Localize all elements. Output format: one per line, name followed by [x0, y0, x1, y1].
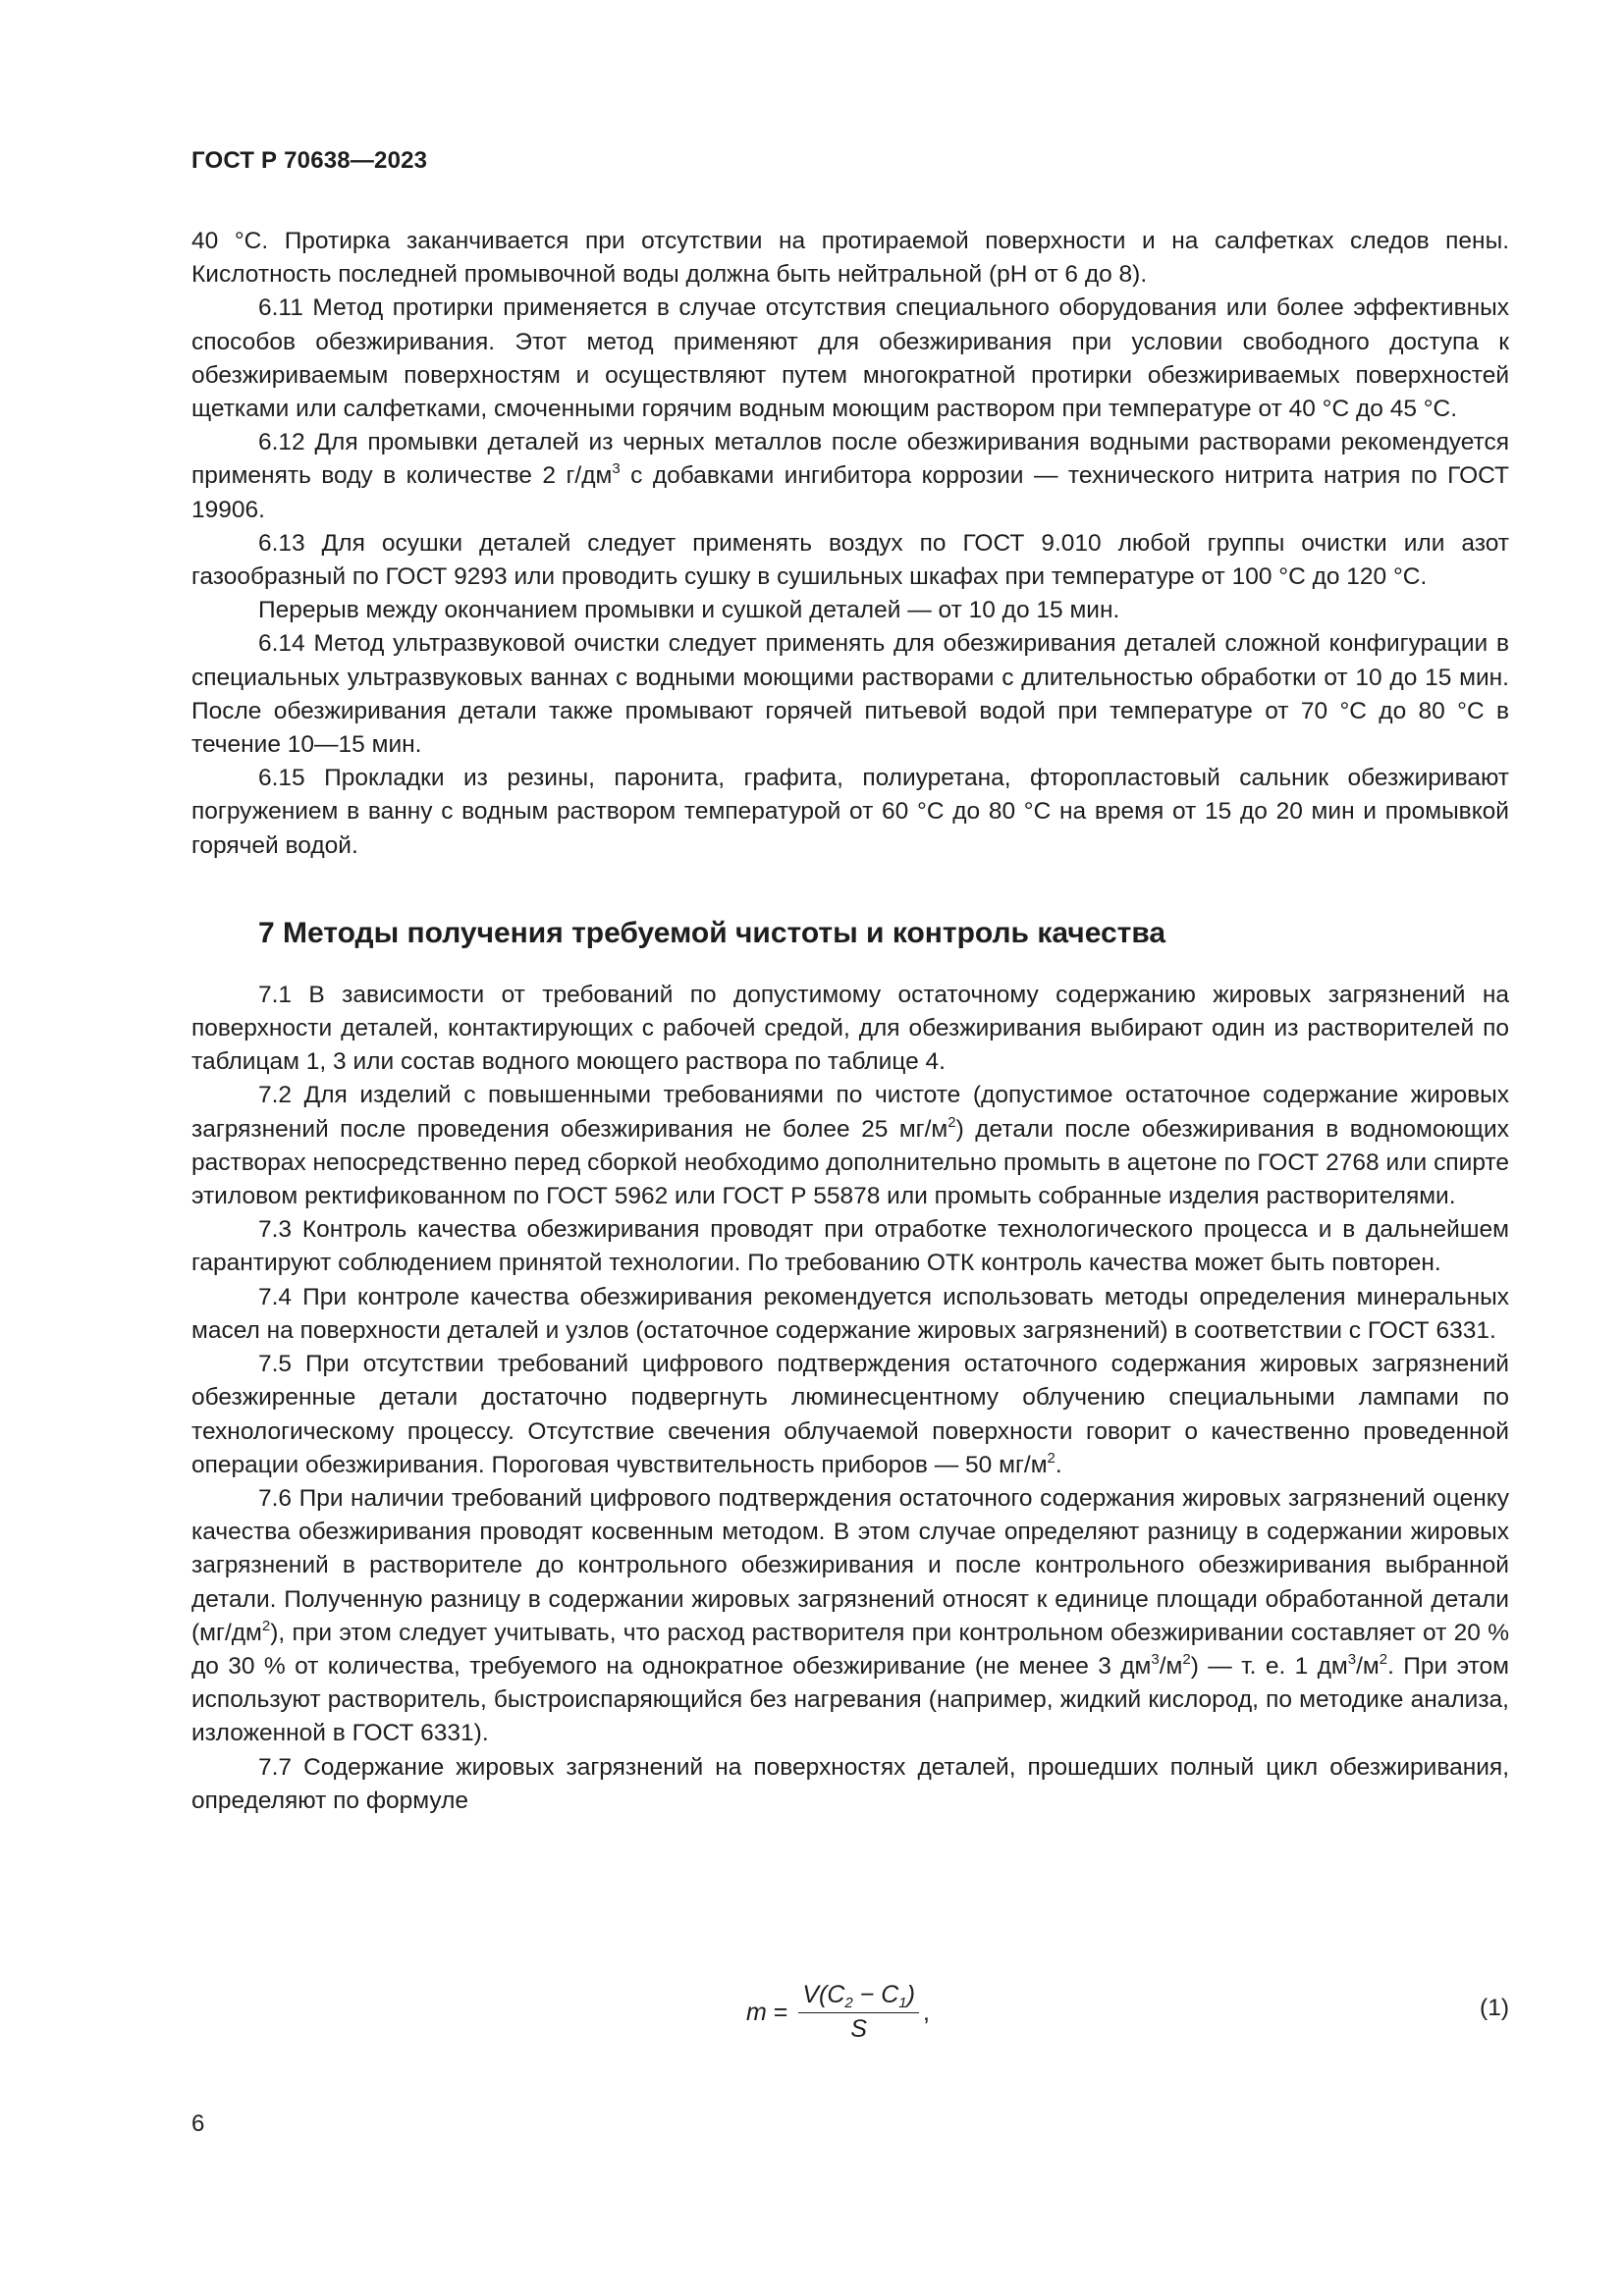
formula-trailing-comma: ,: [922, 1998, 930, 2026]
paragraph-7-7: 7.7 Содержание жировых загрязнений на поверхностях деталей, прошедших полный цикл обезжиривания, определяют по формуле: [191, 1753, 1509, 1814]
paragraph-7-5: [191, 1348, 1509, 1482]
paragraph-7-6-text-f: . При этом используют растворитель, быстроиспаряющийся без нагревания (например, жидкий кислород, по методике анализа, изложенной в ГОСТ 6331).: [191, 1652, 1509, 1747]
paragraph-7-6-text-e: /м: [1356, 1652, 1380, 1680]
paragraph-6-12: [191, 426, 1509, 527]
superscript-3: 3: [612, 460, 621, 478]
formula-num-minus: − C: [852, 1981, 899, 2008]
paragraph-7-1: 7.1 В зависимости от требований по допустимому остаточному содержанию жировых загрязнений на поверхности деталей, контактирующих с рабочей средой, для обезжиривания выбирают один из растворителей по таблицам 1, 3 или состав водного моющего раствора по таблице 4.: [191, 981, 1509, 1076]
paragraph-6-13: 6.13 Для осушки деталей следует применять воздух по ГОСТ 9.010 любой группы очистки или азот газообразный по ГОСТ 9293 или проводить сушку в сушильных шкафах при температуре от 100 °С до 120 °С.: [191, 529, 1509, 591]
superscript-3: 3: [1347, 1650, 1357, 1668]
superscript-2: 2: [1047, 1449, 1056, 1467]
paragraph-7-6-text-b: ), при этом следует учитывать, что расход растворителя при контрольном обезжиривании составляет от 20 % до 30 % от количества, требуемого на однократное обезжиривание (не менее 3 дм: [191, 1619, 1509, 1680]
document-body: [191, 225, 1509, 1818]
paragraph-7-6-text-c: /м: [1159, 1652, 1183, 1680]
paragraph-7-5-text-a: 7.5 При отсутствии требований цифрового подтверждения остаточного содержания жировых загрязнений обезжиренные детали достаточно подвергнуть люминесцентному облучению специальными лампами по технологическому процессу. Отсутствие свечения облучаемой поверхности говорит о качественно проведенной операции обезжиривания. Пороговая чувствительность приборов — 50 мг/м: [191, 1351, 1509, 1478]
paragraph-7-6: [191, 1482, 1509, 1751]
superscript-2: 2: [1182, 1650, 1191, 1668]
paragraph-7-6-text-d: ) — т. е. 1 дм: [1190, 1652, 1348, 1680]
paragraph-7-2-text-b: ) детали после обезжиривания в водномоющих растворах непосредственно перед сборкой необходимо дополнительно промыть в ацетоне по ГОСТ 2768 или спирте этиловом ректификованном по ГОСТ 5962 или ГОСТ Р 55878 или промыть собранные изделия растворителями.: [191, 1115, 1509, 1210]
formula-sub-2: 2: [844, 1995, 853, 2011]
paragraph-7-2-text-a: 7.2 Для изделий с повышенными требованиями по чистоте (допустимое остаточное содержание жировых загрязнений после проведения обезжиривания не более 25 мг/м: [191, 1082, 1509, 1143]
formula-equals: =: [766, 1998, 795, 2026]
section-7-title: 7 Методы получения требуемой чистоты и контроль качества: [258, 916, 1166, 949]
formula-num-close: ): [906, 1981, 915, 2008]
paragraph-7-4: 7.4 При контроле качества обезжиривания рекомендуется использовать методы определения минеральных масел на поверхности деталей и узлов (остаточное содержание жировых загрязнений) в соответствии с ГОСТ 6331.: [191, 1283, 1509, 1344]
paragraph-continuation: 40 °С. Протирка заканчивается при отсутствии на протираемой поверхности и на салфетках следов пены. Кислотность последней промывочной воды должна быть нейтральной (pH от 6 до 8).: [191, 228, 1509, 289]
superscript-2: 2: [1379, 1650, 1388, 1668]
formula-num-open: (C: [819, 1981, 845, 2008]
superscript-3: 3: [1151, 1650, 1160, 1668]
page-number: 6: [191, 2110, 205, 2137]
document-code-header: ГОСТ Р 70638—2023: [191, 147, 428, 174]
paragraph-break-time: Перерыв между окончанием промывки и сушкой деталей — от 10 до 15 мин.: [258, 597, 1120, 624]
paragraph-7-5-text-b: .: [1055, 1451, 1062, 1478]
paragraph-7-3: 7.3 Контроль качества обезжиривания проводят при отработке технологического процесса и в дальнейшем гарантируют соблюдением принятой технологии. По требованию ОТК контроль качества может быть повторен.: [191, 1216, 1509, 1277]
formula-lhs: m: [746, 1998, 767, 2026]
paragraph-7-2: [191, 1079, 1509, 1213]
formula-1: [191, 1981, 1509, 2050]
paragraph-6-15: 6.15 Прокладки из резины, паронита, графита, полиуретана, фторопластовый сальник обезжиривают погружением в ванну с водным раствором температурой от 60 °С до 80 °С на время от 15 до 20 мин и промывкой горячей водой.: [191, 765, 1509, 859]
formula-expression: [746, 1981, 930, 2044]
superscript-2: 2: [261, 1617, 271, 1634]
formula-denominator: S: [850, 2015, 867, 2043]
paragraph-6-11: 6.11 Метод протирки применяется в случае отсутствия специального оборудования или более эффективных способов обезжиривания. Этот метод применяют для обезжиривания при условии свободного доступа к обезжириваемым поверхностям и осуществляют путем многократной протирки обезжириваемых поверхностей щетками или салфетками, смоченными горячим водным моющим раствором при температуре от 40 °С до 45 °С.: [191, 294, 1509, 423]
formula-numerator: [798, 1981, 919, 2013]
formula-fraction: [798, 1981, 919, 2044]
superscript-2: 2: [947, 1113, 956, 1131]
formula-number: (1): [1480, 1995, 1509, 2021]
paragraph-6-12-text-b: с добавками ингибитора коррозии — технического нитрита натрия по ГОСТ 19906.: [191, 462, 1509, 523]
paragraph-6-12-text-a: 6.12 Для промывки деталей из черных металлов после обезжиривания водными растворами рекомендуется применять воду в количестве 2 г/дм: [191, 429, 1509, 490]
formula-sub-1: 1: [898, 1995, 907, 2011]
formula-num-v: V: [802, 1981, 820, 2008]
paragraph-7-6-text-a: 7.6 При наличии требований цифрового подтверждения остаточного содержания жировых загрязнений оценку качества обезжиривания проводят косвенным методом. В этом случае определяют разницу в содержании жировых загрязнений в растворителе до контрольного обезжиривания и после контрольного обезжиривания выбранной детали. Полученную разницу в содержании жировых загрязнений относят к единице площади обработанной детали (мг/дм: [191, 1484, 1509, 1646]
paragraph-6-14: 6.14 Метод ультразвуковой очистки следует применять для обезжиривания деталей сложной конфигурации в специальных ультразвуковых ваннах с водными моющими растворами с длительностью обработки от 10 до 15 мин. После обезжиривания детали также промывают горячей питьевой водой при температуре от 70 °С до 80 °С в течение 10—15 мин.: [191, 630, 1509, 759]
